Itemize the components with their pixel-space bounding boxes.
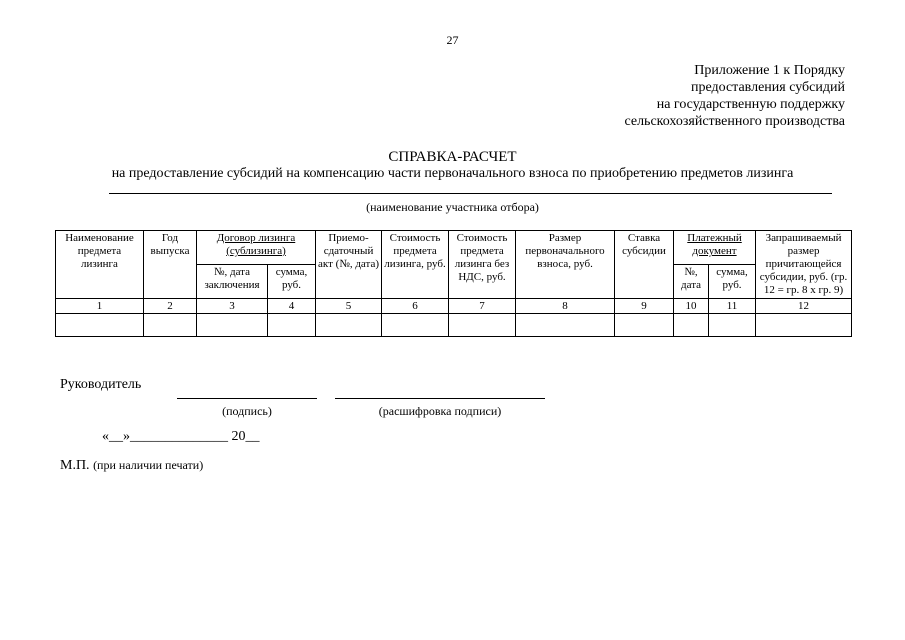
column-number: 10 <box>674 299 709 314</box>
signature-line <box>177 398 317 399</box>
table-cell[interactable] <box>268 314 316 337</box>
header-item-cost: Стоимость предмета лизинга, руб. <box>382 231 449 299</box>
column-number: 1 <box>56 299 144 314</box>
appendix-line-3: на государственную поддержку <box>656 97 845 112</box>
header-acceptance-act: Приемо-сдаточный акт (№, дата) <box>316 231 382 299</box>
column-number: 4 <box>268 299 316 314</box>
head-label: Руководитель <box>60 377 142 392</box>
table-cell[interactable] <box>449 314 516 337</box>
column-number: 12 <box>756 299 852 314</box>
appendix-line-4: сельскохозяйственного производства <box>624 114 845 129</box>
header-subsidy-rate: Ставка субсидии <box>615 231 674 299</box>
header-lease-contract: Договор лизинга (сублизинга) <box>197 231 316 265</box>
appendix-line-2: предоставления субсидий <box>690 80 845 95</box>
appendix-line-1: Приложение 1 к Порядку <box>694 63 845 78</box>
column-number: 6 <box>382 299 449 314</box>
date-line: «__»______________ 20__ <box>102 429 260 444</box>
header-payment-sum: сумма, руб. <box>709 265 756 299</box>
document-subtitle: на предоставление субсидий на компенсацию части первоначального взноса по приобретению предметов лизинга <box>111 166 794 181</box>
header-contract-number-date: №, дата заключения <box>197 265 268 299</box>
signature-caption: (подпись) <box>222 404 272 418</box>
header-item-cost-no-vat: Стоимость предмета лизинга без НДС, руб. <box>449 231 516 299</box>
column-number: 8 <box>516 299 615 314</box>
table-cell[interactable] <box>56 314 144 337</box>
stamp-place <box>60 458 203 474</box>
header-item-name: Наименование предмета лизинга <box>56 231 144 299</box>
column-number: 11 <box>709 299 756 314</box>
header-initial-payment: Размер первоначального взноса, руб. <box>516 231 615 299</box>
column-numbers-row <box>56 299 852 314</box>
table-cell[interactable] <box>382 314 449 337</box>
header-payment-document: Платежный документ <box>674 231 756 265</box>
table-cell[interactable] <box>516 314 615 337</box>
stamp-label: М.П. <box>60 458 90 473</box>
header-contract-sum: сумма, руб. <box>268 265 316 299</box>
stamp-note: (при наличии печати) <box>93 458 204 472</box>
header-requested-subsidy: Запрашиваемый размер причитающейся субсидии, руб. (гр. 12 = гр. 8 х гр. 9) <box>756 231 852 299</box>
document-title: СПРАВКА-РАСЧЕТ <box>388 149 517 165</box>
signature-decode-line <box>335 398 545 399</box>
table-cell[interactable] <box>756 314 852 337</box>
table-header-row <box>56 231 852 265</box>
header-payment-number-date: №, дата <box>674 265 709 299</box>
table-cell[interactable] <box>144 314 197 337</box>
appendix-note <box>525 62 845 130</box>
table-cell[interactable] <box>316 314 382 337</box>
column-number: 5 <box>316 299 382 314</box>
column-number: 9 <box>615 299 674 314</box>
signature-decode-caption: (расшифровка подписи) <box>378 404 502 418</box>
column-number: 3 <box>197 299 268 314</box>
column-number: 2 <box>144 299 197 314</box>
table-cell[interactable] <box>615 314 674 337</box>
participant-name-line <box>109 193 832 194</box>
table-cell[interactable] <box>197 314 268 337</box>
participant-caption: (наименование участника отбора) <box>366 200 539 214</box>
table-cell[interactable] <box>709 314 756 337</box>
header-year: Год выпуска <box>144 231 197 299</box>
page-number: 27 <box>446 33 459 47</box>
table-cell[interactable] <box>674 314 709 337</box>
table-row <box>56 314 852 337</box>
calculation-table <box>55 230 852 337</box>
column-number: 7 <box>449 299 516 314</box>
